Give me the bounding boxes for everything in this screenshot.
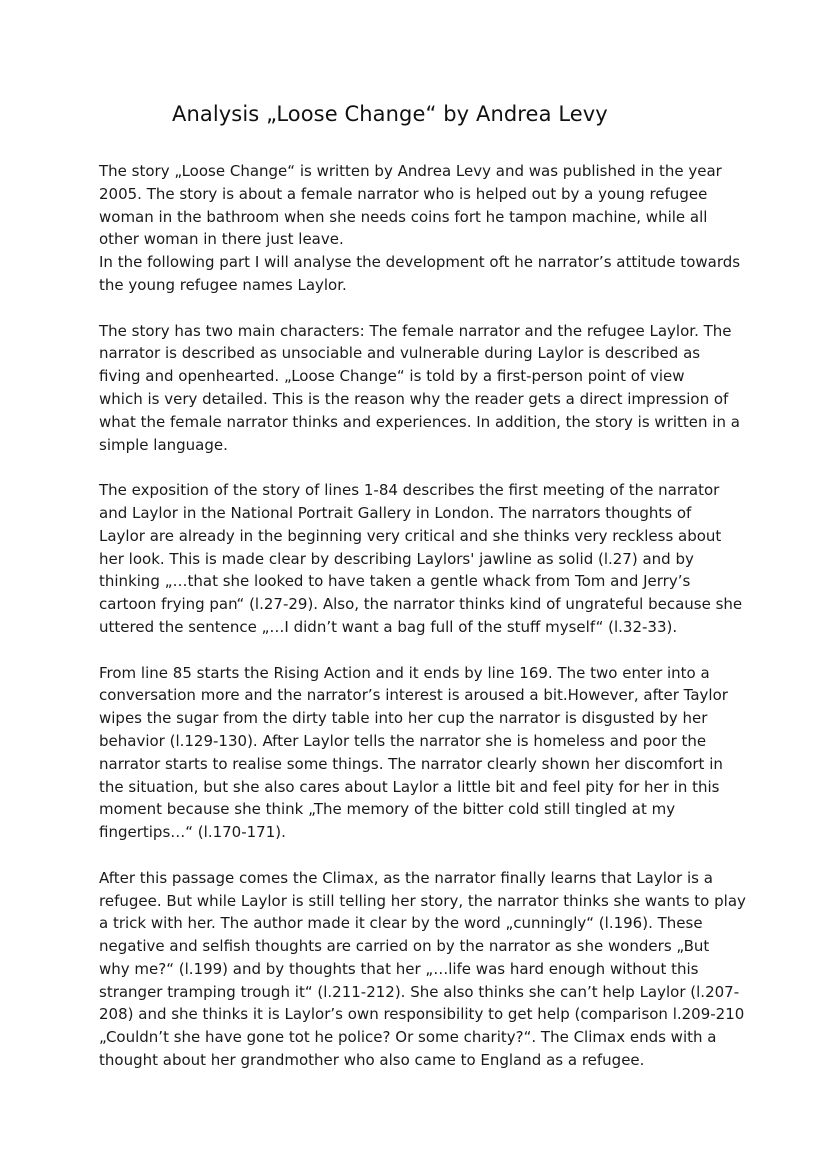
text-line: behavior (l.129-130). After Laylor tells the narrator she is homeless and poor the — [99, 731, 707, 750]
text-line: cartoon frying pan“ (l.27-29). Also, the narrator thinks kind of ungrateful because she — [99, 595, 743, 614]
text-line: what the female narrator thinks and experiences. In addition, the story is written in a — [99, 412, 740, 431]
text-line: uttered the sentence „…I didn’t want a bag full of the stuff myself“ (l.32-33). — [99, 617, 678, 636]
text-line: why me?“ (l.199) and by thoughts that her „…life was hard enough without this — [99, 959, 699, 978]
text-line: wipes the sugar from the dirty table into her cup the narrator is disgusted by her — [99, 709, 708, 728]
text-line: „Couldn’t she have gone tot he police? Or some charity?“. The Climax ends with a — [99, 1028, 717, 1047]
text-line: The story has two main characters: The female narrator and the refugee Laylor. The — [99, 321, 732, 340]
text-line: the young refugee names Laylor. — [99, 275, 347, 294]
text-line: other woman in there just leave. — [99, 230, 344, 249]
document-body — [99, 160, 749, 1095]
text-line: woman in the bathroom when she needs coins fort he tampon machine, while all — [99, 207, 708, 226]
text-line: In the following part I will analyse the development oft he narrator’s attitude towards — [99, 253, 741, 272]
text-line: After this passage comes the Climax, as the narrator finally learns that Laylor is a — [99, 868, 713, 887]
text-line: stranger tramping trough it“ (l.211-212). She also thinks she can’t help Laylor (l.207- — [99, 982, 740, 1001]
text-line: thinking „…that she looked to have taken a gentle whack from Tom and Jerry’s — [99, 572, 691, 591]
text-line: narrator starts to realise some things. The narrator clearly shown her discomfort in — [99, 754, 723, 773]
text-line: 2005. The story is about a female narrator who is helped out by a young refugee — [99, 184, 708, 203]
paragraph — [99, 662, 749, 844]
paragraph — [99, 479, 749, 639]
text-line: The exposition of the story of lines 1-84 describes the first meeting of the narrator — [99, 481, 720, 500]
text-line: her look. This is made clear by describing Laylors' jawline as solid (l.27) and by — [99, 549, 694, 568]
text-line: fiving and openhearted. „Loose Change“ is told by a first-person point of view — [99, 367, 685, 386]
paragraph — [99, 867, 749, 1072]
text-line: From line 85 starts the Rising Action and it ends by line 169. The two enter into a — [99, 663, 710, 682]
text-line: negative and selfish thoughts are carried on by the narrator as she wonders „But — [99, 937, 710, 956]
document-title: Analysis „Loose Change“ by Andrea Levy — [172, 102, 608, 126]
text-line: simple language. — [99, 435, 228, 454]
text-line: moment because she think „The memory of the bitter cold still tingled at my — [99, 800, 676, 819]
text-line: Laylor are already in the beginning very critical and she thinks very reckless about — [99, 526, 722, 545]
text-line: which is very detailed. This is the reason why the reader gets a direct impression of — [99, 389, 729, 408]
text-line: 208) and she thinks it is Laylor’s own responsibility to get help (comparison l.209-210 — [99, 1005, 745, 1024]
text-line: The story „Loose Change“ is written by Andrea Levy and was published in the year — [99, 162, 722, 180]
text-line: and Laylor in the National Portrait Gallery in London. The narrators thoughts of — [99, 503, 692, 522]
text-line: the situation, but she also cares about Laylor a little bit and feel pity for her in this — [99, 777, 720, 796]
text-line: thought about her grandmother who also came to England as a refugee. — [99, 1051, 645, 1070]
text-line: refugee. But while Laylor is still telling her story, the narrator thinks she wants to play — [99, 891, 746, 910]
text-line: conversation more and the narrator’s interest is aroused a bit.However, after Taylor — [99, 686, 728, 705]
text-line: narrator is described as unsociable and vulnerable during Laylor is described as — [99, 344, 701, 363]
text-line: a trick with her. The author made it clear by the word „cunningly“ (l.196). These — [99, 914, 703, 933]
text-line: fingertips…“ (l.170-171). — [99, 823, 286, 842]
paragraph — [99, 320, 749, 457]
paragraph — [99, 160, 749, 297]
